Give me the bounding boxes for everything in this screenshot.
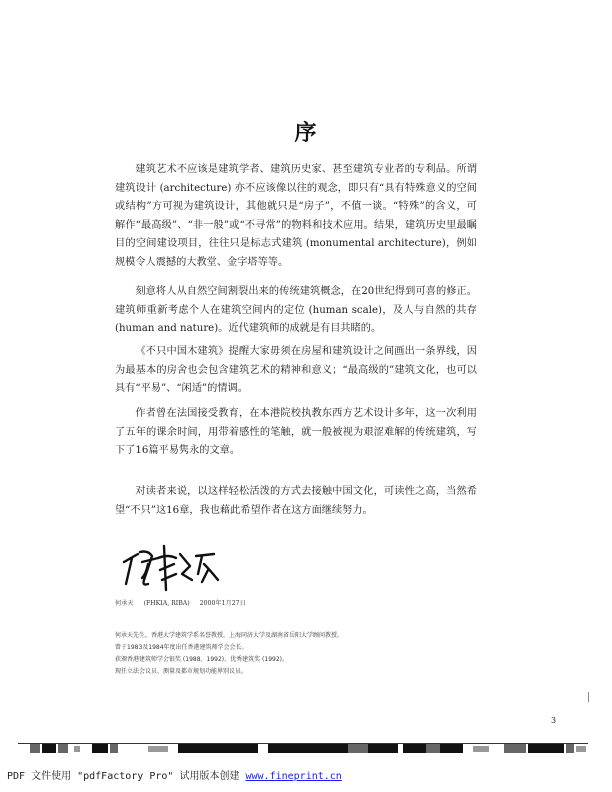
footer-text: PDF 文件使用 "pdfFactory Pro" 试用版本创建 [7, 771, 246, 782]
handwritten-signature-image [118, 540, 228, 596]
scan-artifact-strip [18, 742, 588, 755]
bio-line: 曾于1983及1984年度出任香港建筑师学会会长。 [115, 644, 248, 651]
signer-credentials: (FHKIA, RIBA) [143, 600, 190, 607]
paragraph-5 [115, 483, 477, 520]
paragraph-text: 作者曾在法国接受教育，在本港院校执教东西方艺术设计多年，这一次利用了五年的课余时间，用带着感性的笔触，就一般被视为艰涩难解的传统建筑，写下了16篇平易隽永的文章。 [115, 408, 477, 457]
paragraph-text: 刻意将人从自然空间割裂出来的传统建筑概念，在20世纪得到可喜的修正。建筑师重新考虑个人在建筑空间内的定位 (human scale)，及人与自然的共存 (human and nature)。近代建筑师的成就是有目共睹的。 [115, 286, 477, 335]
paragraph-3 [115, 343, 477, 399]
page-title: 序 [294, 120, 318, 146]
author-bio [115, 630, 343, 678]
signature-date: 2000年1月27日 [199, 600, 246, 607]
paragraph-text: 建筑艺术不应该是建筑学者、建筑历史家、甚至建筑专业者的专利品。所谓建筑设计 (architecture) 亦不应该像以往的观念，即只有“具有特殊意义的空间或结构”方可视为建筑设计，其他就只是“房子”，不值一谈。“特殊”的含义，可解作“最高级”、“非一般”或“不寻常”的物料和技术应用。结果，建筑历史里最瞩目的空间建设项目，往往只是标志式建筑 (monumental architecture)，例如规模令人震撼的大教堂、金字塔等等。 [115, 164, 477, 268]
signer-name: 何承天 [115, 600, 134, 607]
paragraph-text: 《不只中国木建筑》提醒大家毋须在房屋和建筑设计之间画出一条界线，因为最基本的房舍也会包含建筑艺术的精神和意义；“最高级的”建筑文化，也可以具有“平易”、“闲适”的情调。 [115, 346, 477, 395]
signature-caption [115, 598, 256, 607]
paragraph-1 [115, 161, 477, 273]
fineprint-link[interactable]: www.fineprint.cn [245, 771, 342, 782]
bio-line: 现任立法会议员、测量及都市规划功能界别议员。 [115, 668, 248, 675]
paragraph-2 [115, 283, 477, 339]
bio-line: 何承天先生，香港大学建筑学系名誉教授，上海同济大学及湖南省岳阳大学顾问教授。 [115, 632, 344, 639]
pdf-watermark-footer [7, 767, 342, 782]
page-number: 3 [551, 716, 557, 725]
crop-mark [588, 692, 589, 702]
paragraph-4 [115, 405, 477, 461]
bio-line: 获颁香港建筑师学会银奖 (1988、1992)、优秀建筑奖 (1992)。 [115, 656, 288, 663]
paragraph-text: 对读者来说，以这样轻松活泼的方式去接触中国文化，可读性之高，当然希望“不只”这16章，我也藉此希望作者在这方面继续努力。 [115, 486, 477, 516]
